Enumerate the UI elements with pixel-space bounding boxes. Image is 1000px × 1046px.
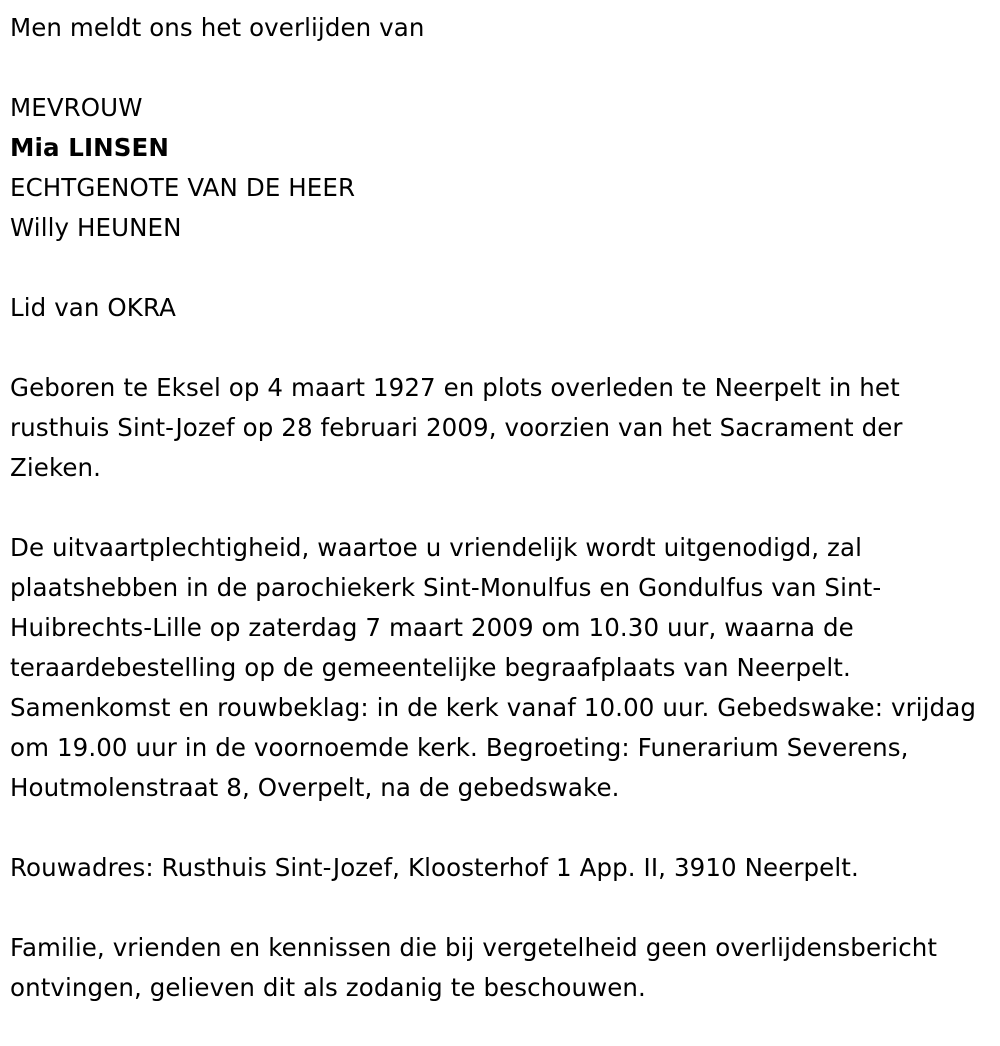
spacer xyxy=(10,888,985,928)
closing-paragraph: Familie, vrienden en kennissen die bij vergetelheid geen overlijdensbericht ontvingen, gelieven dit als zodanig te beschouwen. xyxy=(10,933,938,1002)
intro-text: Men meldt ons het overlijden van xyxy=(10,13,425,42)
spacer xyxy=(10,488,985,528)
relation-text: ECHTGENOTE VAN DE HEER xyxy=(10,173,356,202)
deceased-name: Mia LINSEN xyxy=(10,133,169,162)
spacer xyxy=(10,328,985,368)
funeral-paragraph: De uitvaartplechtigheid, waartoe u vriendelijk wordt uitgenodigd, zal plaatshebben in de parochiekerk Sint-Monulfus en Gondulfus van Sint-Huibrechts-Lille op zaterdag 7 maart 2009 om 10.30 uur, waarna de teraardebestelling op de gemeentelijke begraafplaats van Neerpelt. Samenkomst en rouwbeklag: in de kerk vanaf 10.00 uur. Gebedswake: vrijdag om 19.00 uur in de voornoemde kerk. Begroeting: Funerarium Severens, Houtmolenstraat 8, Overpelt, na de gebedswake. xyxy=(10,533,976,802)
spacer xyxy=(10,48,985,88)
honorific-title: MEVROUW xyxy=(10,93,143,122)
spacer xyxy=(10,808,985,848)
birth-death-paragraph: Geboren te Eksel op 4 maart 1927 en plots overleden te Neerpelt in het rusthuis Sint-Jozef op 28 februari 2009, voorzien van het Sacrament der Zieken. xyxy=(10,373,903,482)
spouse-name: Willy HEUNEN xyxy=(10,213,182,242)
spacer xyxy=(10,248,985,288)
death-notice xyxy=(10,8,985,1008)
address-paragraph: Rouwadres: Rusthuis Sint-Jozef, Kloosterhof 1 App. II, 3910 Neerpelt. xyxy=(10,853,859,882)
membership-text: Lid van OKRA xyxy=(10,293,176,322)
